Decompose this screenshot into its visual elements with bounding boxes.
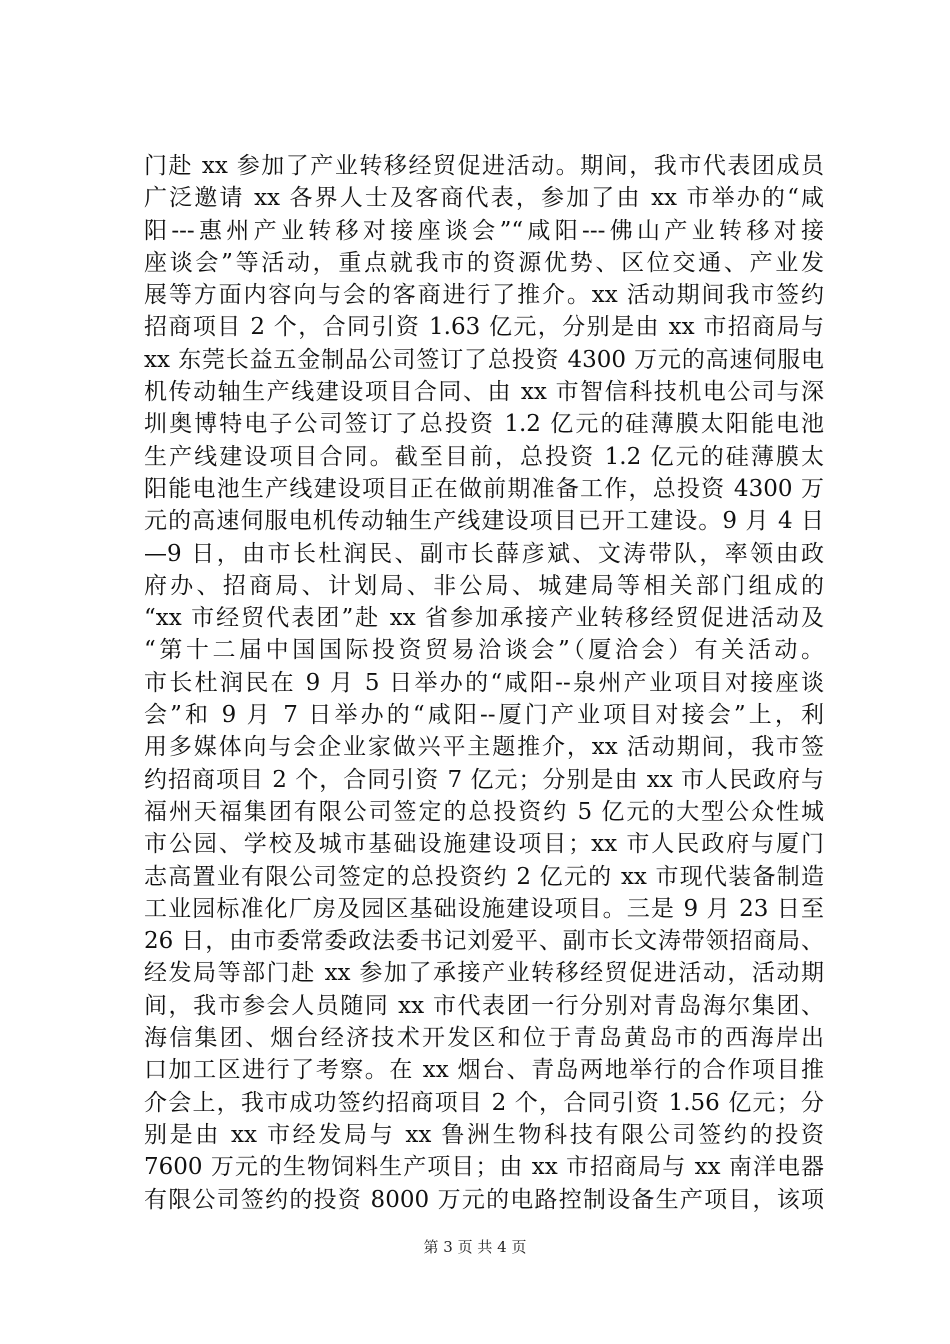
text-line: —9 日，由市长杜润民、副市长薛彦斌、文涛带队，率领由政 — [144, 540, 824, 567]
text-line: 圳奥博特电子公司签订了总投资 1.2 亿元的硅薄膜太阳能电池 — [144, 411, 824, 438]
text-line: 阳能电池生产线建设项目正在做前期准备工作，总投资 4300 万 — [144, 475, 824, 502]
text-line: 有限公司签约的投资 8000 万元的电路控制设备生产项目，该项 — [144, 1186, 824, 1213]
text-line: 约招商项目 2 个，合同引资 7 亿元；分别是由 xx 市人民政府与 — [144, 766, 824, 793]
text-line: 广泛邀请 xx 各界人士及客商代表，参加了由 xx 市举办的“咸 — [144, 185, 824, 212]
text-line: xx 东莞长益五金制品公司签订了总投资 4300 万元的高速伺服电 — [144, 346, 824, 373]
text-line: 会”和 9 月 7 日举办的“咸阳--厦门产业项目对接会”上，利 — [144, 702, 824, 729]
text-line: 26 日，由市委常委政法委书记刘爱平、副市长文涛带领招商局、 — [144, 928, 824, 955]
text-line: 府办、招商局、计划局、非公局、城建局等相关部门组成的 — [144, 572, 824, 599]
text-line: 志高置业有限公司签定的总投资约 2 亿元的 xx 市现代装备制造 — [144, 863, 824, 890]
text-line: “xx 市经贸代表团”赴 xx 省参加承接产业转移经贸促进活动及 — [144, 605, 824, 632]
text-line: 门赴 xx 参加了产业转移经贸促进活动。期间，我市代表团成员 — [144, 153, 824, 179]
text-line: 座谈会”等活动，重点就我市的资源优势、区位交通、产业发 — [144, 249, 824, 276]
text-line: 海信集团、烟台经济技术开发区和位于青岛黄岛市的西海岸出 — [144, 1025, 824, 1052]
text-line: 介会上，我市成功签约招商项目 2 个，合同引资 1.56 亿元；分 — [144, 1089, 824, 1116]
text-line: 口加工区进行了考察。在 xx 烟台、青岛两地举行的合作项目推 — [144, 1057, 824, 1084]
text-line: 市长杜润民在 9 月 5 日举办的“咸阳--泉州产业项目对接座谈 — [144, 669, 824, 696]
text-line: 机传动轴生产线建设项目合同、由 xx 市智信科技机电公司与深 — [144, 379, 824, 406]
text-line: 市公园、学校及城市基础设施建设项目；xx 市人民政府与厦门 — [144, 831, 824, 858]
page-number-footer: 第 3 页 共 4 页 — [423, 1238, 527, 1256]
text-line: 工业园标准化厂房及园区基础设施建设项目。三是 9 月 23 日至 — [144, 895, 824, 922]
text-line: 展等方面内容向与会的客商进行了推介。xx 活动期间我市签约 — [144, 282, 824, 309]
text-line: 招商项目 2 个，合同引资 1.63 亿元，分别是由 xx 市招商局与 — [144, 314, 824, 341]
text-line: 元的高速伺服电机传动轴生产线建设项目已开工建设。9 月 4 日 — [144, 508, 824, 535]
text-line: 生产线建设项目合同。截至目前，总投资 1.2 亿元的硅薄膜太 — [144, 443, 824, 470]
text-line: “第十二届中国国际投资贸易洽谈会”（厦洽会）有关活动。 — [144, 637, 824, 664]
text-line: 福州天福集团有限公司签定的总投资约 5 亿元的大型公众性城 — [144, 798, 824, 825]
text-line: 间，我市参会人员随同 xx 市代表团一行分别对青岛海尔集团、 — [144, 992, 824, 1019]
text-line: 经发局等部门赴 xx 参加了承接产业转移经贸促进活动，活动期 — [144, 960, 824, 987]
text-line: 7600 万元的生物饲料生产项目；由 xx 市招商局与 xx 南洋电器 — [144, 1154, 824, 1181]
text-line: 阳---惠州产业转移对接座谈会”“咸阳---佛山产业转移对接 — [144, 217, 824, 244]
text-line: 别是由 xx 市经发局与 xx 鲁洲生物科技有限公司签约的投资 — [144, 1121, 824, 1148]
document-body — [144, 150, 824, 1216]
text-line: 用多媒体向与会企业家做兴平主题推介，xx 活动期间，我市签 — [144, 734, 824, 761]
